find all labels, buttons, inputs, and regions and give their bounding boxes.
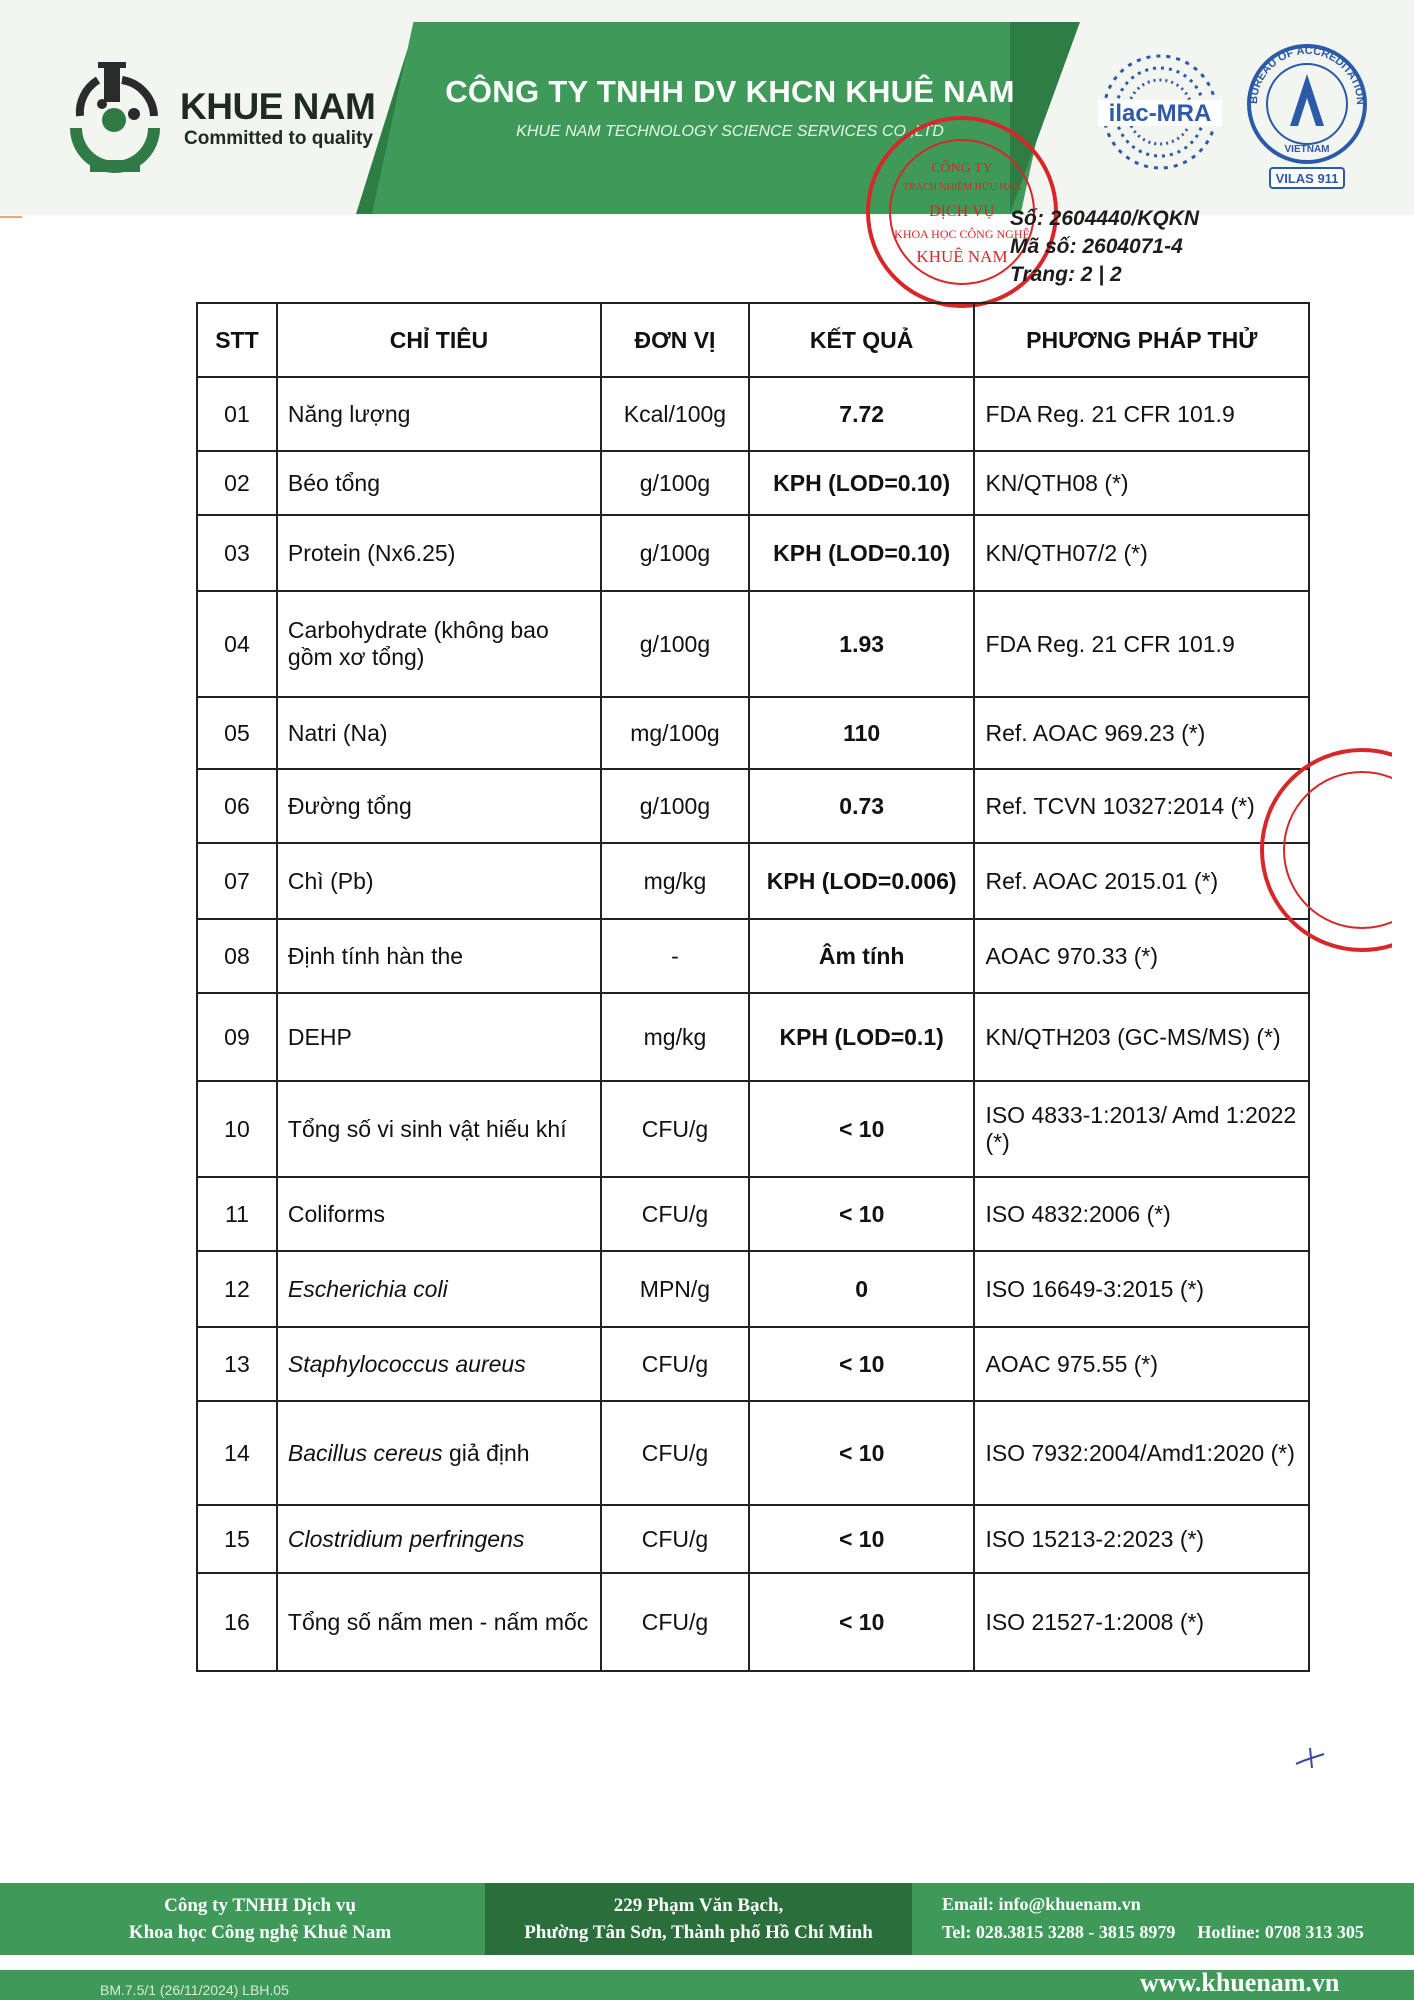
cell-ket-qua: < 10 xyxy=(749,1573,975,1671)
cell-don-vi: - xyxy=(601,919,749,993)
cell-don-vi: CFU/g xyxy=(601,1401,749,1505)
table-row xyxy=(197,1505,1309,1573)
cell-phuong-phap: ISO 15213-2:2023 (*) xyxy=(974,1505,1309,1573)
header-phuong-phap: PHƯƠNG PHÁP THỬ xyxy=(974,303,1309,377)
khue-nam-logo-icon xyxy=(60,58,170,178)
table-row xyxy=(197,919,1309,993)
cell-stt: 09 xyxy=(197,993,277,1081)
company-seal-stamp-partial xyxy=(1232,722,1392,982)
cell-phuong-phap: FDA Reg. 21 CFR 101.9 xyxy=(974,591,1309,697)
sample-code: Mã số: 2604071-4 xyxy=(1010,235,1183,258)
boa-accreditation-logo-icon xyxy=(1240,40,1374,192)
cell-chi-tieu: Natri (Na) xyxy=(277,697,601,769)
table-row xyxy=(197,769,1309,843)
results-table xyxy=(196,302,1310,1672)
table-row xyxy=(197,1177,1309,1251)
cell-phuong-phap: AOAC 970.33 (*) xyxy=(974,919,1309,993)
cell-phuong-phap: AOAC 975.55 (*) xyxy=(974,1327,1309,1401)
cell-don-vi: g/100g xyxy=(601,515,749,591)
cell-stt: 06 xyxy=(197,769,277,843)
cell-don-vi: mg/kg xyxy=(601,843,749,919)
footer-company xyxy=(60,1892,460,1946)
cell-phuong-phap: ISO 4832:2006 (*) xyxy=(974,1177,1309,1251)
cell-don-vi: mg/kg xyxy=(601,993,749,1081)
cell-ket-qua: < 10 xyxy=(749,1081,975,1177)
header-don-vi: ĐƠN VỊ xyxy=(601,303,749,377)
cell-stt: 07 xyxy=(197,843,277,919)
footer-website-link[interactable]: www.khuenam.vn xyxy=(1140,1968,1340,1997)
cell-stt: 10 xyxy=(197,1081,277,1177)
table-row xyxy=(197,1081,1309,1177)
footer-address xyxy=(485,1892,912,1946)
cell-stt: 16 xyxy=(197,1573,277,1671)
cell-stt: 11 xyxy=(197,1177,277,1251)
footer-address-line-1: 229 Phạm Văn Bạch, xyxy=(613,1895,784,1916)
cell-phuong-phap: KN/QTH08 (*) xyxy=(974,451,1309,515)
cell-ket-qua: < 10 xyxy=(749,1177,975,1251)
cell-chi-tieu xyxy=(277,1251,601,1327)
table-row xyxy=(197,993,1309,1081)
stamp-line-3: DỊCH VỤ xyxy=(929,203,995,220)
cell-don-vi: CFU/g xyxy=(601,1177,749,1251)
cell-chi-tieu: Tổng số vi sinh vật hiếu khí xyxy=(277,1081,601,1177)
cell-phuong-phap: KN/QTH203 (GC-MS/MS) (*) xyxy=(974,993,1309,1081)
cell-phuong-phap: Ref. AOAC 2015.01 (*) xyxy=(974,843,1309,919)
cell-ket-qua: KPH (LOD=0.006) xyxy=(749,843,975,919)
boa-country: VIETNAM xyxy=(1284,144,1330,155)
cell-chi-tieu: Năng lượng xyxy=(277,377,601,451)
cell-don-vi: CFU/g xyxy=(601,1573,749,1671)
stamp-line-2: TRÁCH NHIỆM HỮU HẠN xyxy=(902,182,1022,193)
cell-chi-tieu: Định tính hàn the xyxy=(277,919,601,993)
cell-chi-tieu: Đường tổng xyxy=(277,769,601,843)
cell-ket-qua: 0.73 xyxy=(749,769,975,843)
table-row xyxy=(197,697,1309,769)
footer-address-line-2: Phường Tân Sơn, Thành phố Hồ Chí Minh xyxy=(524,1922,873,1943)
cell-chi-tieu: Coliforms xyxy=(277,1177,601,1251)
cell-chi-tieu: DEHP xyxy=(277,993,601,1081)
cell-don-vi: CFU/g xyxy=(601,1505,749,1573)
margin-mark xyxy=(0,216,22,218)
header-ket-qua: KẾT QUẢ xyxy=(749,303,975,377)
footer-company-line-1: Công ty TNHH Dịch vụ xyxy=(164,1895,356,1916)
table-row xyxy=(197,1401,1309,1505)
cell-stt: 14 xyxy=(197,1401,277,1505)
cell-ket-qua: 7.72 xyxy=(749,377,975,451)
cell-don-vi: MPN/g xyxy=(601,1251,749,1327)
cell-phuong-phap: FDA Reg. 21 CFR 101.9 xyxy=(974,377,1309,451)
header-chi-tieu: CHỈ TIÊU xyxy=(277,303,601,377)
brand-name: KHUE NAM xyxy=(180,86,376,127)
stamp-line-5: KHUÊ NAM xyxy=(916,247,1008,266)
handwritten-initial xyxy=(1290,1742,1330,1772)
cell-phuong-phap: ISO 21527-1:2008 (*) xyxy=(974,1573,1309,1671)
cell-ket-qua: Âm tính xyxy=(749,919,975,993)
organism-name: Bacillus cereus xyxy=(287,1439,443,1466)
cell-ket-qua: 110 xyxy=(749,697,975,769)
cell-stt: 05 xyxy=(197,697,277,769)
footer-tel: Tel: 028.3815 3288 - 3815 8979 xyxy=(942,1922,1176,1942)
organism-name: Staphylococcus aureus xyxy=(287,1350,526,1377)
page-number: Trang: 2 | 2 xyxy=(1010,263,1122,286)
organism-suffix: giả định xyxy=(442,1439,530,1466)
footer-company-line-2: Khoa học Công nghệ Khuê Nam xyxy=(128,1922,392,1943)
cell-ket-qua: KPH (LOD=0.10) xyxy=(749,451,975,515)
cell-stt: 13 xyxy=(197,1327,277,1401)
cell-stt: 01 xyxy=(197,377,277,451)
organism-name: Clostridium perfringens xyxy=(287,1525,525,1552)
cell-ket-qua: < 10 xyxy=(749,1401,975,1505)
table-row xyxy=(197,1251,1309,1327)
cell-chi-tieu xyxy=(277,1401,601,1505)
cell-phuong-phap: Ref. TCVN 10327:2014 (*) xyxy=(974,769,1309,843)
cell-ket-qua: KPH (LOD=0.10) xyxy=(749,515,975,591)
cell-chi-tieu: Tổng số nấm men - nấm mốc xyxy=(277,1573,601,1671)
footer-contact xyxy=(942,1890,1412,1946)
cell-chi-tieu: Carbohydrate (không bao gồm xơ tổng) xyxy=(277,591,601,697)
cell-stt: 08 xyxy=(197,919,277,993)
cell-don-vi: g/100g xyxy=(601,591,749,697)
footer-hotline: Hotline: 0708 313 305 xyxy=(1197,1922,1364,1942)
cell-phuong-phap: ISO 4833-1:2013/ Amd 1:2022 (*) xyxy=(974,1081,1309,1177)
report-number: Số: 2604440/KQKN xyxy=(1010,207,1200,230)
cell-don-vi: Kcal/100g xyxy=(601,377,749,451)
cell-chi-tieu: Béo tổng xyxy=(277,451,601,515)
cell-stt: 03 xyxy=(197,515,277,591)
cell-stt: 04 xyxy=(197,591,277,697)
cell-phuong-phap: ISO 7932:2004/Amd1:2020 (*) xyxy=(974,1401,1309,1505)
cell-don-vi: g/100g xyxy=(601,769,749,843)
cell-phuong-phap: KN/QTH07/2 (*) xyxy=(974,515,1309,591)
ilac-mra-logo-icon xyxy=(1090,48,1230,176)
cell-don-vi: CFU/g xyxy=(601,1081,749,1177)
brand-tagline: Committed to quality xyxy=(184,128,373,149)
cell-ket-qua: < 10 xyxy=(749,1327,975,1401)
cell-chi-tieu xyxy=(277,1327,601,1401)
cell-chi-tieu: Protein (Nx6.25) xyxy=(277,515,601,591)
cell-stt: 15 xyxy=(197,1505,277,1573)
cell-phuong-phap: Ref. AOAC 969.23 (*) xyxy=(974,697,1309,769)
cell-stt: 12 xyxy=(197,1251,277,1327)
cell-don-vi: g/100g xyxy=(601,451,749,515)
table-row xyxy=(197,1327,1309,1401)
table-row xyxy=(197,1573,1309,1671)
cell-ket-qua: 0 xyxy=(749,1251,975,1327)
footer-email[interactable]: Email: info@khuenam.vn xyxy=(942,1894,1141,1914)
organism-name: Escherichia coli xyxy=(287,1275,448,1302)
cell-ket-qua: KPH (LOD=0.1) xyxy=(749,993,975,1081)
header-stt: STT xyxy=(197,303,277,377)
cell-ket-qua: < 10 xyxy=(749,1505,975,1573)
company-subtitle: KHUE NAM TECHNOLOGY SCIENCE SERVICES CO.,LTD xyxy=(516,123,944,140)
table-row xyxy=(197,377,1309,451)
company-title: CÔNG TY TNHH DV KHCN KHUÊ NAM xyxy=(445,74,1015,109)
cell-don-vi: CFU/g xyxy=(601,1327,749,1401)
ilac-text: ilac-MRA xyxy=(1108,100,1212,127)
vilas-badge: VILAS 911 xyxy=(1275,171,1339,186)
cell-phuong-phap: ISO 16649-3:2015 (*) xyxy=(974,1251,1309,1327)
document-numbers xyxy=(1010,205,1199,289)
cell-chi-tieu: Chì (Pb) xyxy=(277,843,601,919)
form-code: BM.7.5/1 (26/11/2024) LBH.05 xyxy=(100,1982,289,1998)
stamp-line-1: CÔNG TY xyxy=(931,161,993,176)
table-row xyxy=(197,843,1309,919)
boa-ring-text: BUREAU OF ACCREDITATION xyxy=(1247,44,1367,106)
cell-don-vi: mg/100g xyxy=(601,697,749,769)
cell-ket-qua: 1.93 xyxy=(749,591,975,697)
cell-stt: 02 xyxy=(197,451,277,515)
stamp-line-4: KHOA HỌC CÔNG NGHỆ xyxy=(894,227,1030,241)
table-row xyxy=(197,515,1309,591)
table-header-row xyxy=(197,303,1309,377)
table-row xyxy=(197,451,1309,515)
cell-chi-tieu xyxy=(277,1505,601,1573)
table-row xyxy=(197,591,1309,697)
